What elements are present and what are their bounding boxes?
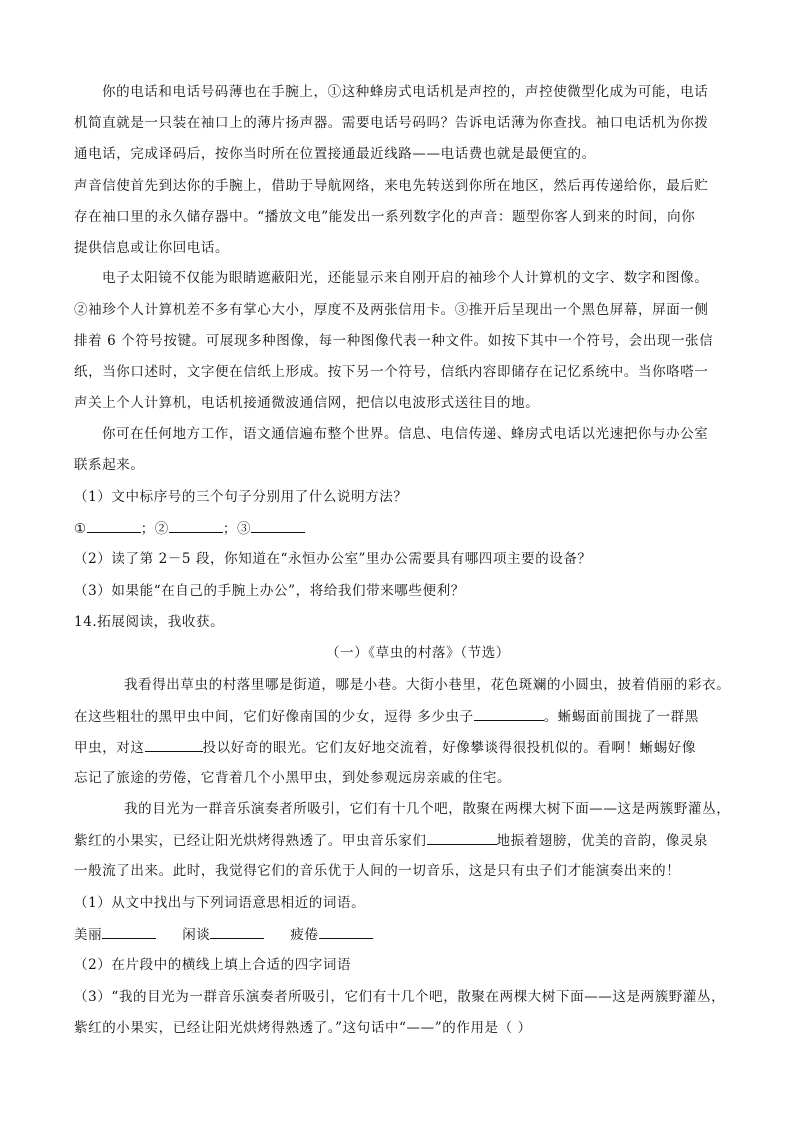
question-14-heading: 14.拓展阅读，我收获。 — [74, 614, 225, 630]
passage-line: 纸，当你口述时，文字便在信纸上形成。按下另一个符号，信纸内容即储存在记忆系统中。当你咯嗒一 — [74, 364, 709, 380]
passage-line: 排着 6 个符号按键。可展现多种图像，每一种图像代表一种文件。如按下其中一个符号，会出现一张信 — [74, 333, 714, 349]
question-14-2: （2）在片段中的横线上填上合适的四字词语 — [74, 957, 352, 973]
word-3: 疲倦 — [290, 927, 319, 943]
question-14-3: （3）“我的目光为一群音乐演奏者所吸引，它们有十几个吧，散聚在两棵大树下面——这是两簇野灌丛， — [74, 989, 726, 1005]
passage-line: 通电话，完成译码后，按你当时所在位置接通最近线路——电话费也就是最便宜的。 — [74, 146, 596, 162]
question-13-2: （2）读了第 2－5 段，你知道在“永恒办公室”里办公需要具有哪四项主要的设备？ — [74, 551, 592, 567]
question-14-3-cont: 紫红的小果实，已经让阳光烘烤得熟透了。”这句话中“——”的作用是（ ） — [74, 1020, 532, 1036]
marker-1: ① — [74, 521, 87, 537]
question-13-1: （1）文中标序号的三个句子分别用了什么说明方法？ — [74, 489, 408, 505]
marker-2: ；② — [140, 521, 169, 537]
fill-blank-c[interactable] — [427, 830, 497, 845]
answer-row-13-1 — [74, 518, 305, 539]
word-1: 美丽 — [74, 927, 103, 943]
answer-blank-3[interactable] — [251, 518, 305, 533]
passage-line: 你可在任何地方工作，语文通信遍布整个世界。信息、电信传递、蜂房式电话以光速把你与办公室 — [102, 426, 709, 442]
passage-line: 你的电话和电话号码薄也在手腕上，①这种蜂房式电话机是声控的，声控使微型化成为可能，电话 — [102, 84, 709, 100]
passage-line: 存在袖口里的永久储存器中。“播放文电”能发出一系列数字化的声音：题型你客人到来的时间，向你 — [74, 209, 696, 225]
marker-3: ；③ — [222, 521, 252, 537]
answer-blank-2[interactable] — [169, 518, 223, 533]
passage-line: 提供信息或让你回电话。 — [74, 240, 230, 256]
passage-line: 在这些粗壮的黑甲虫中间，它们好像南国的少女，逗得 多少虫子 。蜥蜴面前围拢了一群黑 — [74, 706, 699, 727]
word-blank-2[interactable] — [210, 924, 264, 939]
word-2: 闲谈 — [182, 927, 211, 943]
fill-blank-a[interactable] — [474, 706, 544, 721]
passage-line: 一般流了出来。此时，我觉得它们的音乐优于人间的一切音乐，这是只有虫子们才能演奏出来的！ — [74, 863, 681, 879]
passage-line: 忘记了旅途的劳倦，它背着几个小黑甲虫，到处参观远房亲戚的住宅。 — [74, 770, 512, 786]
passage-line: 机简直就是一只装在袖口上的薄片扬声器。需要电话号码吗？告诉电话薄为你查找。袖口电话机为你拨 — [74, 115, 709, 131]
passage-line: 我看得出草虫的村落里哪是街道，哪是小巷。大街小巷里，花色斑斓的小圆虫，披着俏丽的彩衣。 — [124, 677, 731, 693]
passage-line: 我的目光为一群音乐演奏者所吸引，它们有十几个吧，散聚在两棵大树下面——这是两簇野灌丛， — [124, 801, 731, 817]
question-13-3: （3）如果能“在自己的手腕上办公”，将给我们带来哪些便利？ — [74, 583, 465, 599]
passage-line: 紫红的小果实，已经让阳光烘烤得熟透了。甲虫音乐家们 地振着翅膀，优美的音韵，像灵泉 — [74, 830, 708, 851]
answer-blank-1[interactable] — [87, 518, 141, 533]
word-row — [74, 924, 373, 945]
passage-line: 电子太阳镜不仅能为眼睛遮蔽阳光，还能显示来自刚开启的袖珍个人计算机的文字、数字和图像。 — [102, 270, 709, 286]
passage-subtitle: （一）《草虫的村落》（节选） — [326, 645, 510, 661]
word-blank-3[interactable] — [319, 924, 373, 939]
passage-line: 甲虫，对这 投以好奇的眼光。它们友好地交流着，好像攀谈得很投机似的。看啊！蜥蜴好像 — [74, 737, 696, 758]
passage-line: 联系起来。 — [74, 457, 145, 473]
fill-blank-b[interactable] — [145, 737, 203, 752]
passage-line: 声音信使首先到达你的手腕上，借助于导航网络，来电先转送到你所在地区，然后再传递给你，最后贮 — [74, 178, 709, 194]
passage-line: 声关上个人计算机，电话机接通微波通信网，把信以电波形式送往目的地。 — [74, 395, 540, 411]
question-14-1: （1）从文中找出与下列词语意思相近的词语。 — [74, 895, 366, 911]
word-blank-1[interactable] — [102, 924, 156, 939]
passage-line: ②袖珍个人计算机差不多有掌心大小，厚度不及两张信用卡。③推开后呈现出一个黑色屏幕，屏面一侧 — [74, 302, 709, 318]
